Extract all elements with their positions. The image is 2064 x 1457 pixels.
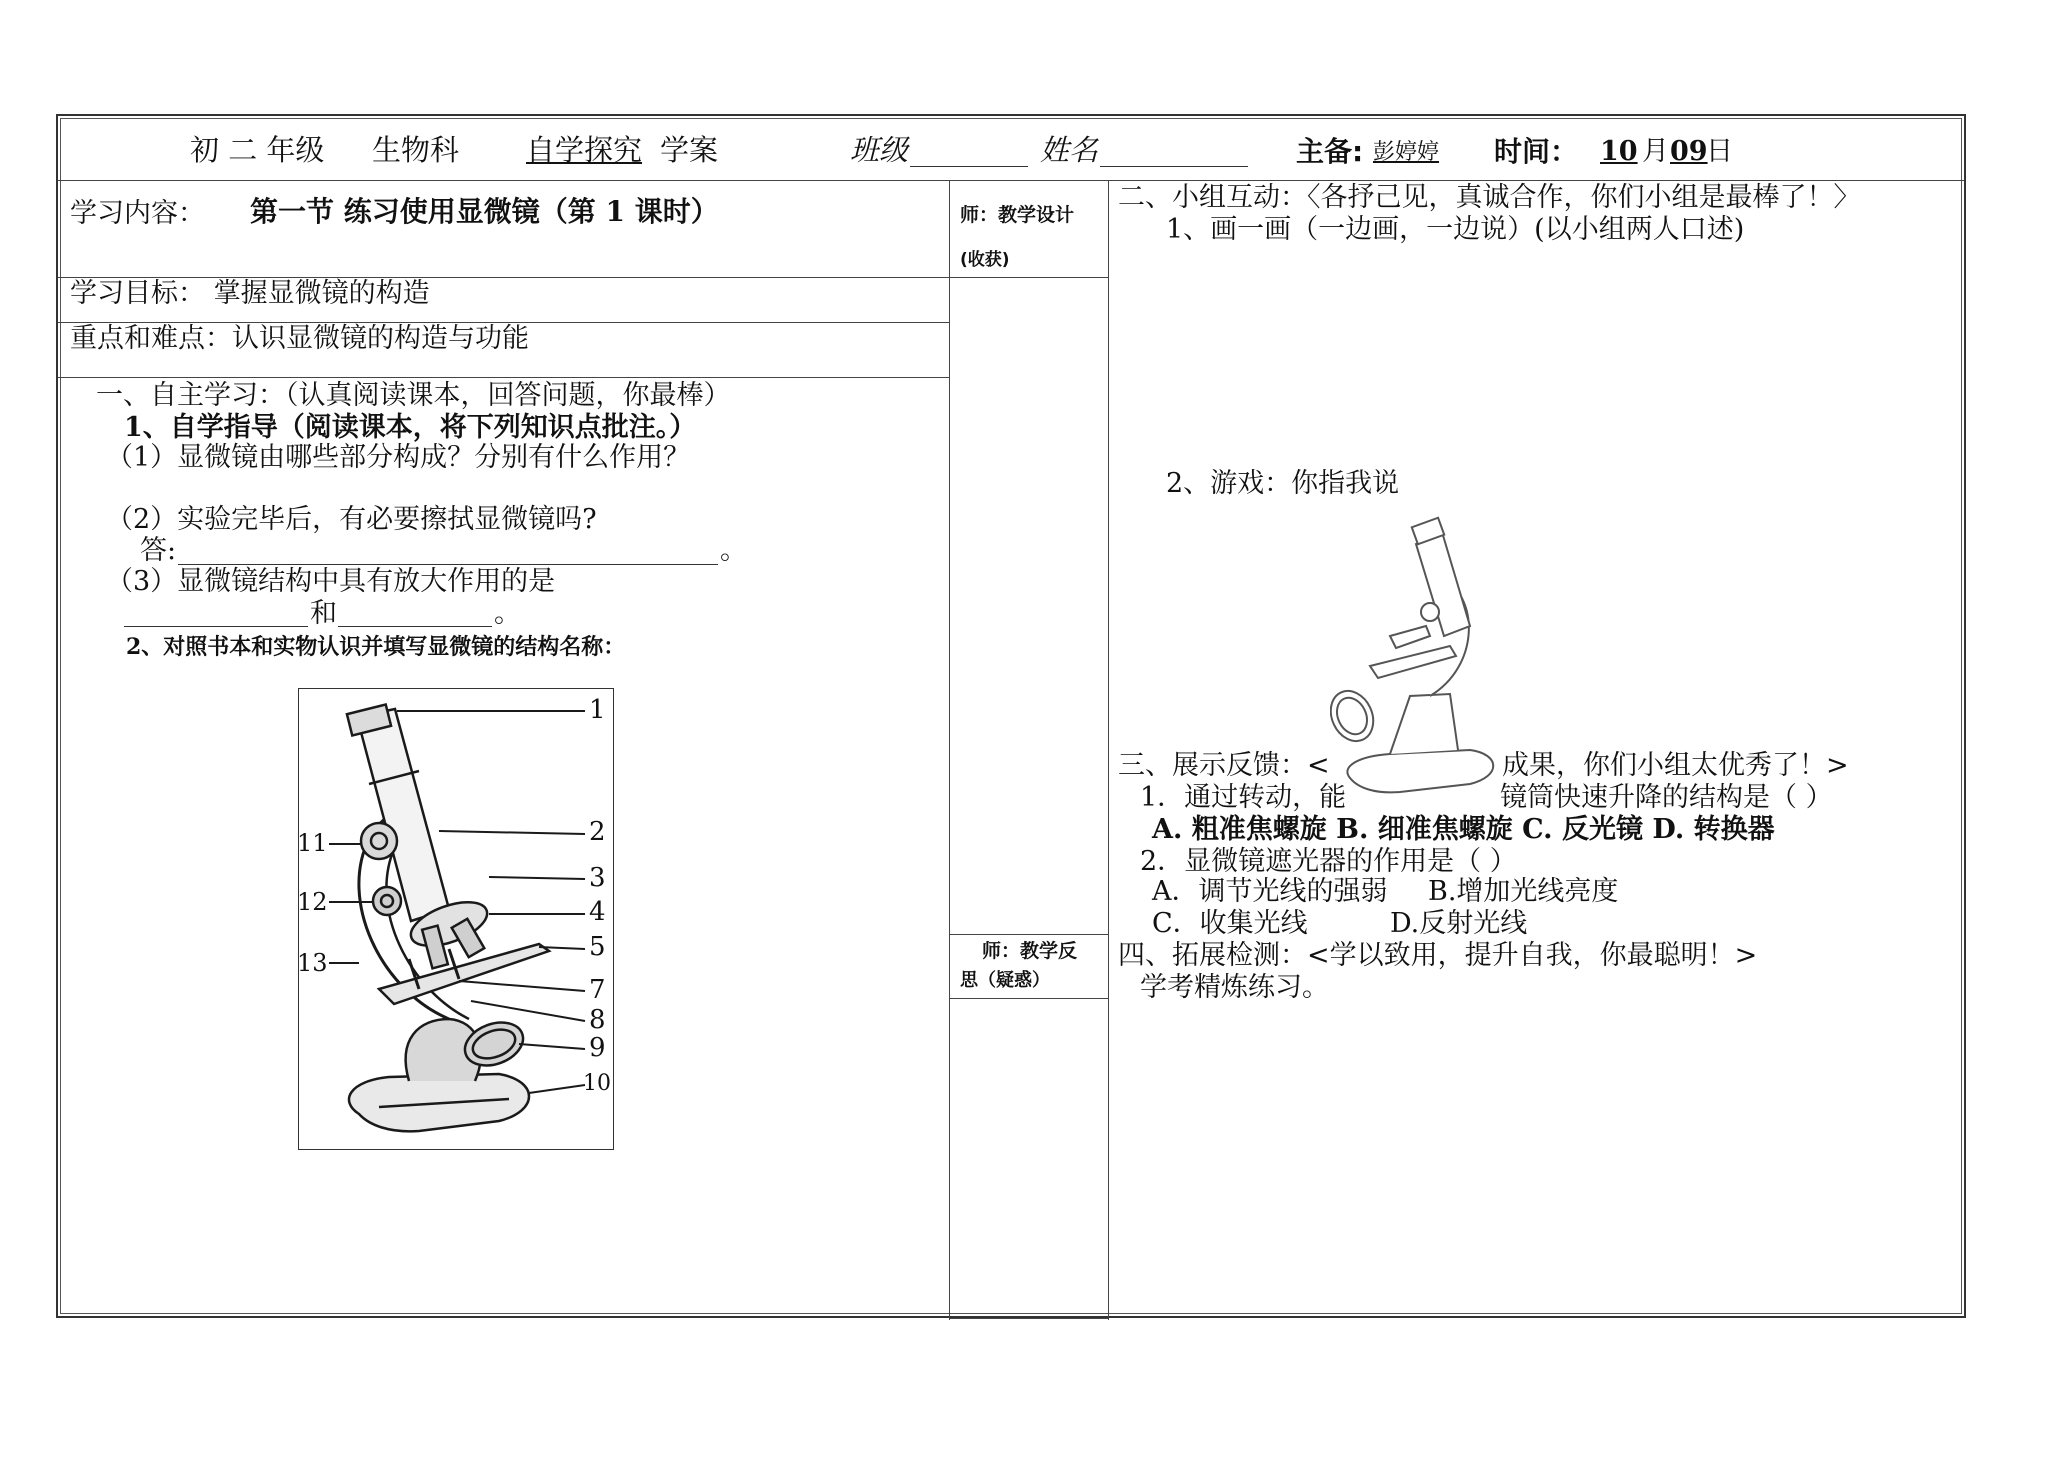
diagram-label-8: 8 — [589, 1005, 606, 1035]
task-2: 2、对照书本和实物认识并填写显微镜的结构名称： — [126, 634, 626, 660]
q3-and: 和 — [310, 598, 337, 629]
teacher-reflect-label: 师：教学反 — [982, 940, 1078, 962]
day-value: 09 — [1670, 136, 1708, 167]
header-divider — [58, 180, 1964, 181]
diagram-label-9: 9 — [589, 1033, 606, 1063]
middle-reflect-bottom — [949, 998, 1108, 999]
class-blank[interactable] — [910, 166, 1028, 167]
learning-goal: 学习目标： 掌握显微镜的构造 — [70, 278, 430, 309]
section1-title: 一、自主学习：（认真阅读课本，回答问题，你最棒） — [96, 380, 731, 411]
diagram-label-5: 5 — [589, 932, 606, 962]
column-divider-right — [1108, 180, 1109, 1320]
feedback-q2-option-d: D.反射光线 — [1390, 908, 1528, 939]
question-1: （1）显微镜由哪些部分构成？分别有什么作用？ — [106, 442, 691, 473]
header-type-suffix: 学案 — [660, 133, 719, 167]
column-divider-left — [949, 180, 950, 1320]
q3-blank-2[interactable] — [338, 626, 492, 627]
time-label: 时间： — [1494, 135, 1579, 168]
header-grade: 初 二 年级 — [190, 133, 325, 167]
middle-design-divider — [949, 277, 1108, 278]
feedback-q1-start: 1．通过转动，能 — [1140, 782, 1347, 813]
microscope-diagram — [298, 688, 614, 1150]
microscope-drawing — [299, 689, 613, 1149]
keypoint-row-divider — [58, 377, 950, 378]
name-label: 姓名 — [1040, 133, 1099, 167]
section3-title-start: 三、展示反馈：< — [1118, 750, 1330, 781]
teacher-design-label: 师：教学设计 — [960, 204, 1075, 226]
diagram-label-2: 2 — [589, 817, 606, 847]
game-task: 2、游戏：你指我说 — [1166, 468, 1400, 499]
practice-text: 学考精炼练习。 — [1140, 972, 1329, 1003]
question-3: （3）显微镜结构中具有放大作用的是 — [106, 566, 556, 597]
guide-title: 1、自学指导（阅读课本，将下列知识点批注。） — [124, 412, 697, 443]
teacher-reflect-sub: 思（疑惑） — [960, 970, 1050, 991]
middle-reflect-top — [949, 934, 1108, 935]
middle-bottom-line — [949, 1318, 1108, 1319]
feedback-q1-options: A. 粗准焦螺旋 B. 细准焦螺旋 C. 反光镜 D. 转换器 — [1152, 814, 1775, 845]
content-title: 第一节 练习使用显微镜（第 1 课时） — [250, 195, 719, 228]
diagram-label-11: 11 — [297, 829, 328, 857]
diagram-label-3: 3 — [589, 863, 606, 893]
feedback-q2-option-c: C．收集光线 — [1152, 908, 1308, 939]
feedback-q2-option-b: B.增加光线亮度 — [1428, 876, 1619, 907]
key-points: 重点和难点：认识显微镜的构造与功能 — [70, 323, 529, 354]
section3-title-end: 成果，你们小组太优秀了！> — [1502, 750, 1849, 781]
teacher-design-sub: (收获) — [960, 250, 1010, 270]
q3-blank-1[interactable] — [124, 626, 308, 627]
answer-end: 。 — [720, 535, 747, 566]
diagram-label-13: 13 — [297, 949, 328, 977]
feedback-q2-option-a: A．调节光线的强弱 — [1152, 876, 1388, 907]
feedback-q2: 2．显微镜遮光器的作用是（ ） — [1140, 846, 1517, 877]
answer-label: 答: — [140, 535, 177, 566]
preparer-label: 主备: — [1296, 135, 1364, 168]
diagram-label-1: 1 — [589, 695, 606, 725]
diagram-label-10: 10 — [583, 1071, 611, 1096]
draw-task: 1、画一画（一边画，一边说）(以小组两人口述) — [1166, 214, 1745, 245]
section4-title: 四、拓展检测：<学以致用，提升自我，你最聪明！> — [1118, 940, 1758, 971]
content-label: 学习内容： — [70, 198, 205, 229]
month-char: 月 — [1642, 136, 1669, 167]
question-2: （2）实验完毕后，有必要擦拭显微镜吗? — [106, 504, 597, 535]
diagram-label-4: 4 — [589, 897, 606, 927]
month-value: 10 — [1600, 136, 1638, 167]
answer-blank[interactable] — [178, 564, 718, 565]
name-blank[interactable] — [1100, 166, 1248, 167]
diagram-label-7: 7 — [589, 975, 606, 1005]
q3-end: 。 — [494, 598, 521, 629]
game-microscope-icon — [1330, 516, 1510, 806]
header-subject: 生物科 — [372, 133, 460, 167]
section2-title: 二、小组互动：〈各抒己见，真诚合作，你们小组是最棒了！〉 — [1118, 182, 1861, 213]
header-type: 自学探究 — [526, 133, 643, 167]
class-label: 班级 — [850, 133, 909, 167]
preparer-name: 彭婷婷 — [1373, 140, 1440, 165]
day-char: 日 — [1706, 136, 1733, 167]
feedback-q1-end: 镜筒快速升降的结构是（ ） — [1500, 782, 1833, 813]
diagram-label-12: 12 — [297, 888, 328, 916]
